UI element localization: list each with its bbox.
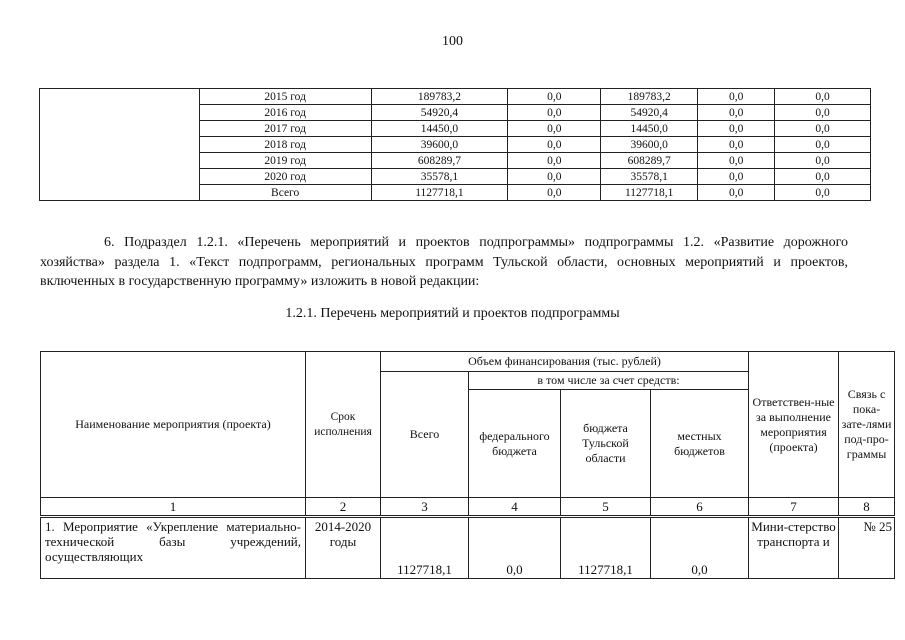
measure-term: 2014-2020 годы — [306, 517, 381, 579]
cell-federal: 0,0 — [508, 89, 601, 105]
header-name: Наименование мероприятия (проекта) — [41, 352, 306, 498]
cell-local: 0,0 — [698, 105, 775, 121]
cell-federal: 0,0 — [508, 153, 601, 169]
cell-total: 189783,2 — [371, 89, 508, 105]
cell-regional: 1127718,1 — [601, 185, 698, 201]
column-number: 3 — [381, 498, 469, 517]
column-number: 2 — [306, 498, 381, 517]
cell-total: 39600,0 — [371, 137, 508, 153]
cell-local: 0,0 — [698, 153, 775, 169]
amendment-paragraph: 6. Подраздел 1.2.1. «Перечень мероприятий и проектов подпрограммы» подпрограммы 1.2. «Развитие дорожного хозяйства» раздела 1. «Текст подпрограмм, региональных программ Тульской области, основных мероприятий и проектов, включенных в государственную программу» изложить в новой редакции: — [40, 235, 848, 289]
column-number: 1 — [41, 498, 306, 517]
cell-federal: 0,0 — [508, 137, 601, 153]
column-number: 6 — [651, 498, 749, 517]
cell-local: 0,0 — [698, 137, 775, 153]
header-regional: бюджета Тульской области — [561, 390, 651, 498]
cell-federal: 0,0 — [508, 185, 601, 201]
cell-local: 0,0 — [698, 89, 775, 105]
header-funding: Объем финансирования (тыс. рублей) — [381, 352, 749, 372]
header-federal: федерального бюджета — [469, 390, 561, 498]
header-link: Связь с пока-зате-лями под-про-граммы — [839, 352, 895, 498]
cell-other: 0,0 — [775, 105, 871, 121]
measure-name: 1. Мероприятие «Укрепление материально-технической базы учреждений, осуществляющих — [41, 517, 306, 579]
cell-regional: 54920,4 — [601, 105, 698, 121]
cell-regional: 189783,2 — [601, 89, 698, 105]
cell-year: Всего — [199, 185, 371, 201]
cell-regional: 39600,0 — [601, 137, 698, 153]
header-term: Срок исполнения — [306, 352, 381, 498]
measure-total: 1127718,1 — [381, 517, 469, 579]
cell-other: 0,0 — [775, 185, 871, 201]
measure-local: 0,0 — [651, 517, 749, 579]
measure-link: № 25 — [839, 517, 895, 579]
header-including: в том числе за счет средств: — [469, 372, 749, 390]
column-number: 7 — [749, 498, 839, 517]
cell-total: 54920,4 — [371, 105, 508, 121]
cell-year: 2015 год — [199, 89, 371, 105]
measure-regional: 1127718,1 — [561, 517, 651, 579]
cell-other: 0,0 — [775, 169, 871, 185]
cell-total: 35578,1 — [371, 169, 508, 185]
cell-other: 0,0 — [775, 121, 871, 137]
cell-other: 0,0 — [775, 89, 871, 105]
table-row — [40, 89, 871, 105]
column-number: 5 — [561, 498, 651, 517]
cell-other: 0,0 — [775, 137, 871, 153]
financing-by-year-table — [39, 88, 871, 201]
measure-federal: 0,0 — [469, 517, 561, 579]
cell-year: 2017 год — [199, 121, 371, 137]
measure-responsible: Мини-стерство транспорта и — [749, 517, 839, 579]
cell-federal: 0,0 — [508, 121, 601, 137]
cell-regional: 35578,1 — [601, 169, 698, 185]
table-row — [41, 517, 895, 579]
cell-total: 14450,0 — [371, 121, 508, 137]
cell-year: 2016 год — [199, 105, 371, 121]
cell-year: 2018 год — [199, 137, 371, 153]
column-number: 4 — [469, 498, 561, 517]
cell-year: 2020 год — [199, 169, 371, 185]
cell-federal: 0,0 — [508, 169, 601, 185]
header-responsible: Ответствен-ные за выполнение мероприятия (проекта) — [749, 352, 839, 498]
cell-year: 2019 год — [199, 153, 371, 169]
cell-regional: 14450,0 — [601, 121, 698, 137]
column-number: 8 — [839, 498, 895, 517]
header-total: Всего — [381, 372, 469, 498]
cell-other: 0,0 — [775, 153, 871, 169]
page-number: 100 — [442, 34, 463, 49]
empty-cell — [40, 89, 200, 201]
cell-regional: 608289,7 — [601, 153, 698, 169]
cell-local: 0,0 — [698, 169, 775, 185]
cell-total: 1127718,1 — [371, 185, 508, 201]
section-heading: 1.2.1. Перечень мероприятий и проектов подпрограммы — [285, 306, 620, 321]
header-local: местных бюджетов — [651, 390, 749, 498]
cell-total: 608289,7 — [371, 153, 508, 169]
cell-federal: 0,0 — [508, 105, 601, 121]
cell-local: 0,0 — [698, 121, 775, 137]
cell-local: 0,0 — [698, 185, 775, 201]
measures-table — [40, 351, 895, 579]
column-number-row — [41, 498, 895, 517]
